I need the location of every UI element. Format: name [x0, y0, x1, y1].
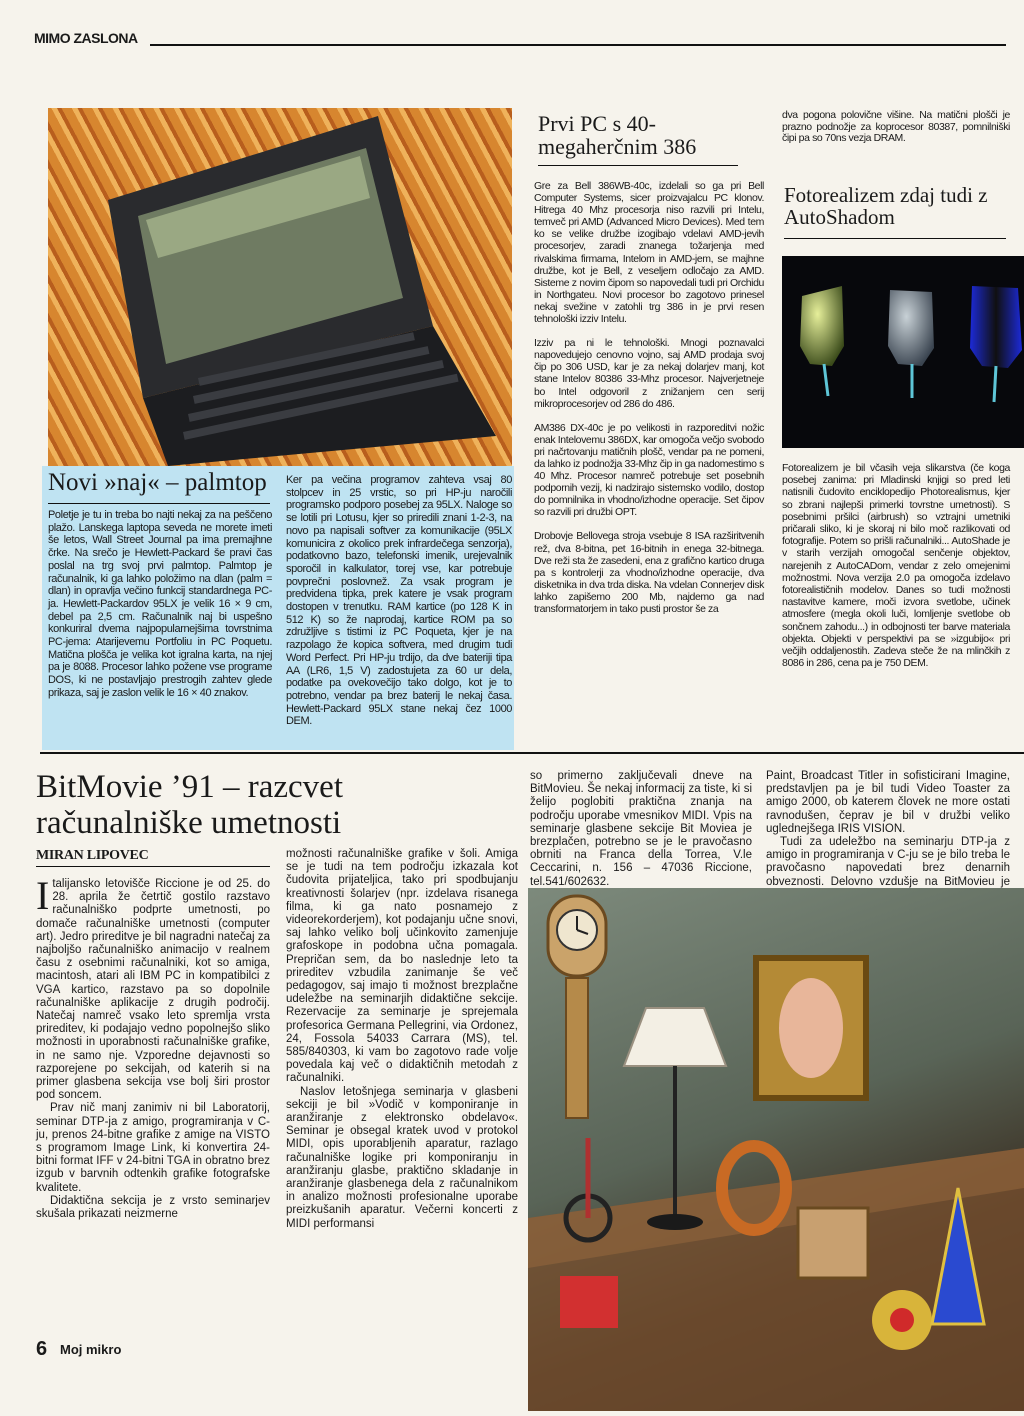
palmtop-photo	[48, 108, 512, 466]
bitmovie-paragraph-6: so primerno zaključevali dneve na BitMovieu. Še nekaj informacij za tiste, ki si želijo poglobiti praktična znanja na področju uporabe vmesnikov MIDI. Vpis na seminarje glasbene sekcije Bit Moviea je brezplačen, potrebno se je le pravočasno obrniti na Franca della Torrea, V.le Ceccarini, n. 156 – 47036 Riccione, tel.541/602632.	[530, 770, 752, 888]
palmtop-column-1	[48, 509, 272, 745]
bitmovie-paragraph-9: Tudi za udeležbo na seminarju DTP-ja z amigo in programiranja v C-ju se je bilo treba le pravočasno napovedati brez denarnih obveznosti. Delovno vzdušje na BitMovieu je	[766, 836, 1010, 888]
bitmovie-column-2	[286, 848, 518, 1364]
bitmovie-title-line-1: BitMovie ’91 – razcvet	[36, 769, 343, 805]
bitmovie-paragraph-3: Didaktična sekcija je z vrsto seminarjev skušala prikazati neizmerne	[36, 1194, 270, 1221]
palmtop-paragraph-1: Poletje je tu in treba bo najti nekaj za na peščeno plažo. Lanskega laptopa seveda ne morete imeti še letos, Wall Street Journal pa ima premajhne črke. Na srečo je Hewlett-Packard še pravi čas poslal na trg svoj prvi palmtop. Palmtop je računalnik, ki ga lahko položimo na dlan (palm = dlan) in opravlja večino funkcij standardnega PC-ja. Hewlett-Packardov 95LX je velik 16 × 9 cm, debel pa 2,5 cm. Računalnik naj bi uspešno konkuriral dvema najpopularnejšima tovrstnima PC-jema: Atarijevemu Portfoliu in PC Poquetu. Matična plošča je velika kot igralna karta, na njej pa je 8088. Procesor lahko požene vse programe DOS, ki ne postavljajo prestrogih zahtev glede prikaza, saj je zaslon velik le 16 × 40 znakov.	[48, 509, 272, 699]
header-rule	[150, 44, 1006, 46]
autoshade-column	[782, 462, 1010, 742]
bitmovie-paragraph-2: Prav nič manj zanimiv ni bil Laboratorij, seminar DTP-ja z amigo, programiranja v C-ju, prenos 24-bitne grafike z amige na VISTO s programom Image Link, ki konvertira 24-bitni format IFF v 24-bitni TGA in obratno brez izgub v barvnih odtenkih grafike fotografske kvalitete.	[36, 1102, 270, 1194]
bitmovie-column-3	[530, 770, 752, 888]
bitmovie-paragraph-8: Paint, Broadcast Titler in sofisticirani Imagine, predstavljen pa je bil tudi Video Toaster za amigo 2000, ob katerem človek ne more ostati ravnodušen, čeprav je bil v družbi veliko uglednejšega IRIS VISION.	[766, 770, 1010, 835]
autoshade-render-photo	[782, 256, 1024, 448]
pc386-paragraph-1: Gre za Bell 386WB-40c, izdelali so ga pri Bell Computer Systems, sicer proizvajalcu PC klonov. Hitrega 40 Mhz procesorja niso razvili pri Intelu, temveč pri AMD (Advanced Micro Devices). Med tem ko se velike družbe izogibajo vdelavi AMD-jevih procesorjev, zaradi znanega tožarjenja med rivalskima firmama, Intelom in AMD-jem, se majhne družbe, kot je Bell, z veseljem odločajo za AMD. Sisteme z novim čipom so napovedali tudi pri Orchidu in Northgateu. Novi procesor bo zagotovo prinesel nekaj svežine v zatohli trg 386 in je prvi resen tehnološki izziv Intelu.	[534, 180, 764, 326]
bitmovie-paragraph-4: možnosti računalniške grafike v šoli. Amiga se je tudi na tem področju izkazala kot čudovita prijateljica, tako pri spodbujanju kreativnosti šolarjev (npr. izdelava risanega filma, ki ga nato posnamejo z videorekorderjem), kot podajanju učne snovi, saj lahko veliko bolj učinkovito zamenjuje grafoskope in podobna učna pomagala. Prepričan sem, da bo naslednje leto ta prireditev vzbudila zanimanje še več pedagogov, saj imajo ti možnost brezplačne udeležbe na seminarjih didaktične sekcije. Rezervacije za seminarje je sprejemala profesorica Germana Pellegrini, via Ordonez, 24, Fossola 54033 Carrara (MS), tel. 585/840303, ki vam bo zagotovo rade volje povedala kaj več o didaktičnih metodah z računalniki.	[286, 848, 518, 1085]
pc386-paragraph-2: Izziv pa ni le tehnološki. Mnogi poznavalci napovedujejo cenovno vojno, saj AMD prodaja svoj čip po 306 USD, kar je za nekaj dolarjev manj, kot stane Intelov 80386 33-Mhz procesor. Najverjetneje bo Intel odgovoril z znižanjem cen serij mikroprocesorjev od 286 do 486.	[534, 337, 764, 410]
pc386-paragraph-4: Drobovje Bellovega stroja vsebuje 8 ISA razširitvenih rež, dva 8-bitna, pet 16-bitnih in enega 32-bitnega. Dve reži sta že zasedeni, ena z grafično kartico druga pa s kontrolerji za vhodno/izhodne operacije, dva disketnika in dva trda diska. Na vdelan Connerjev disk lahko zapišemo 200 Mb, najdemo ga nad transformatorjem in tako pusti prostor še za	[534, 530, 764, 615]
palmtop-title: Novi »naj« – palmtop	[48, 469, 267, 496]
bitmovie-render-photo	[528, 888, 1024, 1411]
pc386-paragraph-3: AM386 DX-40c je po velikosti in razporeditvi nožic enak Intelovemu 386DX, kar omogoča večjo svobodo pri načrtovanju matičnih plošč, vendar pa ne pomeni, da lahko iz podnožja 33-Mhz čip in ga nadomestimo s 40 Mhz. Procesor namreč potrebuje set posebnih podpornih vezij, ki nadzirajo sistemsko vodilo, dostop do pomnilnika in vhodno/izhodne operacije. Set čipov so razvili pri družbi OPT.	[534, 421, 764, 519]
bitmovie-column-4	[766, 770, 1010, 888]
pc386-paragraph-5: dva pogona polovične višine. Na matični plošči je prazno podnožje za koprocesor 80387, pomnilniški čipi pa so 70ns vezja DRAM.	[782, 109, 1010, 145]
bitmovie-title-line-2: računalniške umetnosti	[36, 805, 342, 841]
palmtop-paragraph-2: Ker pa večina programov zahteva vsaj 80 stolpcev in 25 vrstic, so pri HP-ju naročili programsko podporo posebej za 95LX. Naloge so se lotili pri Lotusu, kjer so priredili znani 1-2-3, na novo pa napisali softver za komunikacije (95LX komunicira z okolico prek infrardečega senzorja), podatkovno bazo, telefonski imenik, urejevalnik sporočil in kalkulator, torej vse, kar potrebuje povprečni poslovnež. Za vsak program je predvidena tipka, prek katere je vsak program dostopen v trenutku. RAM kartice (po 128 K in 512 K) so že naprodaj, kartice ROM pa so združljive s tistimi iz PC Poqueta, kjer je na razpolago že kopica softvera, med drugim tudi Word Perfect. Pri HP-ju trdijo, da dve bateriji tipa AA (LR6, 1,5 V) zadostujeta za 60 ur dela, podatke pa ovekovečijo tako dolgo, kot je to potrebno, vendar pa brez baterij le nekaj časa. Hewlett-Packard 95LX stane nekaj čez 1000 DEM.	[286, 474, 512, 728]
section-separator	[40, 752, 1024, 754]
bitmovie-author: MIRAN LIPOVEC	[36, 848, 149, 863]
bitmovie-dropcap: I	[36, 873, 50, 918]
bitmovie-paragraph-1: talijansko letovišče Riccione je od 25. do 28. aprila že četrtič gostilo razstavo računalniško podprte umetnosti, po domače računalniške umetnosti (computer art). Jedro prireditve je bil nagradni natečaj za najboljšo računalniško animacijo v realnem času z osebnimi računalniki, kot so amiga, macintosh, atari ali IBM PC in kompatibilci z VGA kartico, razstavo pa so dopolnile računalniške aplikacije z drugih področij. Natečaj namreč vsako leto spremlja vrsta prireditev, ki podajajo vedno popolnejšo sliko možnosti in uporabnosti računalniške grafike, in ne samo nje. Vzporedne dejavnosti so razporejene po sekcijah, od katerih si na primer glasbena sekcija vse bolj širi prostor pod soncem.	[36, 878, 270, 1102]
pc386-continuation	[782, 110, 1010, 162]
magazine-name: Moj mikro	[60, 1342, 122, 1357]
pc386-title: Prvi PC s 40-megaherčnim 386	[538, 111, 697, 160]
palmtop-illustration	[48, 108, 512, 466]
bitmovie-column-1	[36, 873, 270, 1326]
room-render-illustration	[528, 888, 1024, 1411]
section-header: MIMO ZASLONA	[34, 30, 138, 46]
palmtop-column-2	[286, 474, 512, 746]
autoshade-paragraph: Fotorealizem je bil včasih veja slikarstva (če koga posebej zanima: pri Mladinski knjigi so pred leti natisnili čudovito enciklopedijo Photorealismus, kjer so zbrani najlepši primerki tovrstne umetnosti). S posebnimi pršilci (airbrush) so vztrajni umetniki pričarali sliko, ki je skoraj ni bilo moč razlikovati od fotografije. Potem so prišli računalniki... AutoShade je v starih verzijah omogočal senčenje objektov, narejenih z AutoCADom, vendar z zelo omejenimi možnostmi. Nova verzija 2.0 pa omogoča izdelavo fotorealističnih modelov. Danes so tudi možnosti nastavitve kamere, moči izvora svetlobe, učinek atmosfere (megla okoli luči, lomljenje svetlobe ob sončnem zahodu...) in odbojnosti ter barve materiala objekta. Objekti v perspektivi pa se »izgubijo« pri večjih oddaljenostih. Zadeva steče že na mlinčkih z 8086 in 286, cena pa je 750 DEM.	[782, 462, 1010, 670]
pc386-column	[534, 180, 764, 740]
pushpin-render-illustration	[782, 256, 1024, 448]
autoshade-title: Fotorealizem zdaj tudi z AutoShadom	[784, 183, 988, 230]
bitmovie-paragraph-5: Naslov letošnjega seminarja v glasbeni sekciji je bil »Vodič v komponiranje in aranžiranje z elektronsko obdelavo«. Seminar je obsegal kratek uvod v protokol MIDI, opis uporabljenih aparatur, razlago računalniške logike pri komponiranju in aranžiranju glasbe, praktično skladanje in aranžiranje glasbenega dela z računalnikom in analizo možnosti profesionalne uporabe preizkušanih aparatur. Večerni koncerti z MIDI performansi	[286, 1085, 518, 1230]
page-number: 6	[36, 1338, 48, 1360]
